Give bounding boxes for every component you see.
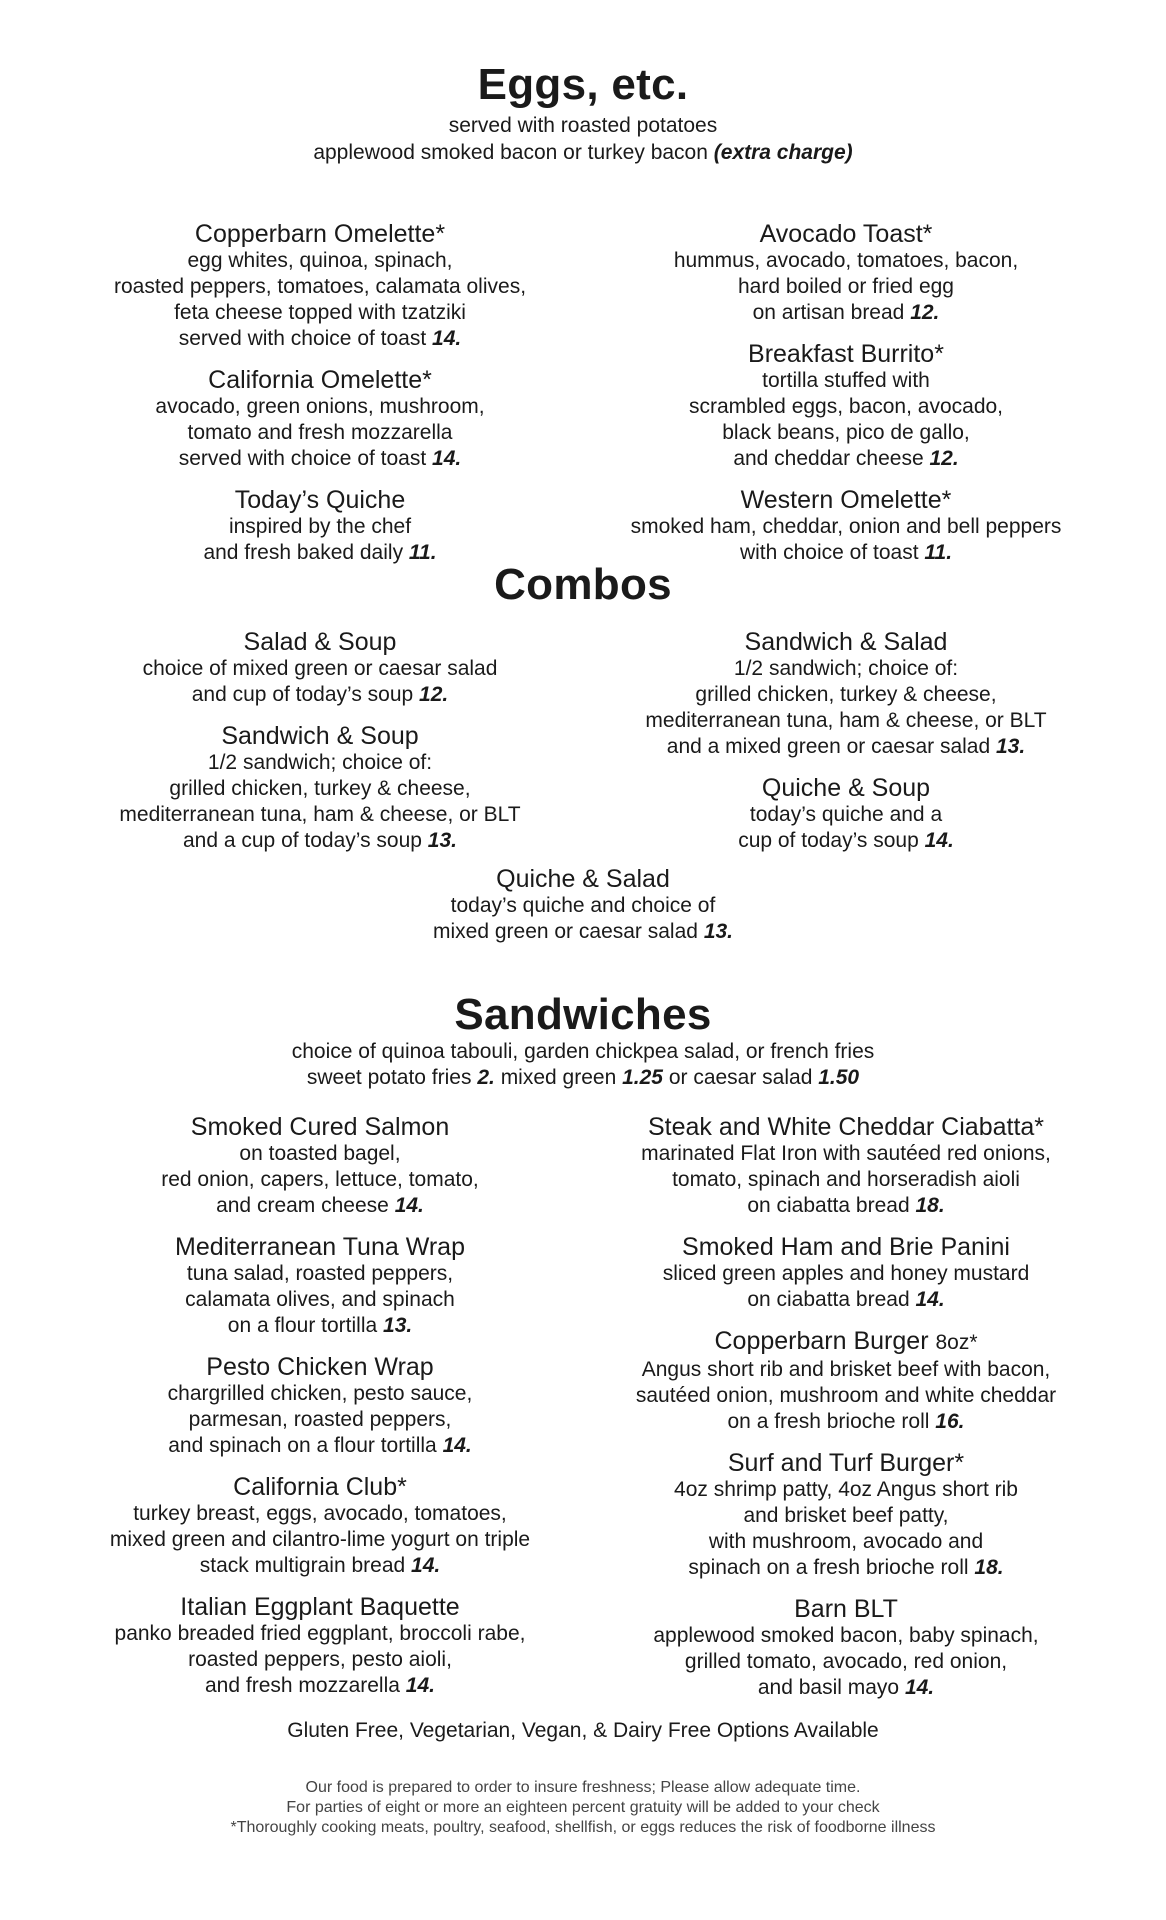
menu-item-price: 14. [924, 829, 954, 852]
menu-item-description-line [596, 1141, 1096, 1167]
menu-item-description-line [70, 802, 570, 828]
menu-item-name-text: Copperbarn Burger [714, 1327, 929, 1355]
menu-item-name-text: Quiche & Soup [761, 774, 931, 802]
side-sweet-potato-fries: sweet potato fries [306, 1066, 472, 1089]
menu-item-description-line [596, 1623, 1096, 1649]
menu-item-description-text: grilled tomato, avocado, red onion, [684, 1650, 1008, 1673]
menu-item-price: 14. [394, 1194, 424, 1217]
menu-item-price: 14. [432, 327, 462, 350]
menu-item-price: 18. [974, 1556, 1004, 1579]
side-caesar-salad: or caesar salad [668, 1066, 813, 1089]
menu-item-description-line [70, 1527, 570, 1553]
menu-item-description-text: hard boiled or fried egg [738, 275, 954, 298]
menu-item-description-line [333, 919, 833, 945]
menu-item-description-line [596, 682, 1096, 708]
menu-item-description-text: red onion, capers, lettuce, tomato, [161, 1168, 479, 1191]
menu-item-description-text: egg whites, quinoa, spinach, [187, 249, 453, 272]
menu-item-description-text: sautéed onion, mushroom and white cheddar [635, 1384, 1057, 1407]
menu-item-description-line [70, 1553, 570, 1579]
sandwiches-subtitle-2 [0, 1064, 1166, 1091]
menu-item-name [596, 1233, 1096, 1261]
eggs-left-column [70, 220, 570, 580]
menu-item [70, 722, 570, 854]
menu-item [596, 486, 1096, 566]
menu-item-price: 14. [405, 1674, 435, 1697]
menu-item [596, 220, 1096, 326]
menu-item-name-text: Copperbarn Omelette* [194, 220, 446, 248]
footer-note: *Thoroughly cooking meats, poultry, seafood, shellfish, or eggs reduces the risk of foodborne illness [230, 1819, 936, 1836]
menu-item-name [596, 1327, 1096, 1357]
menu-item-name-text: Salad & Soup [243, 628, 397, 656]
menu-item-description-line [596, 514, 1096, 540]
menu-item-description-line [596, 734, 1096, 760]
menu-item-description-line [70, 750, 570, 776]
menu-item-description-text: roasted peppers, pesto aioli, [188, 1648, 452, 1671]
side-price: 1.50 [818, 1066, 860, 1089]
menu-item-description-line [70, 1193, 570, 1219]
menu-item-description-line [596, 1383, 1096, 1409]
menu-item-description-text: tomato and fresh mozzarella [187, 421, 453, 444]
menu-item-description-text: tortilla stuffed with [762, 369, 930, 392]
menu-item-description-line [70, 1313, 570, 1339]
menu-item-name [70, 1473, 570, 1501]
menu-item-name-text: Smoked Ham and Brie Panini [682, 1233, 1010, 1261]
menu-item-description-text: with choice of toast [739, 541, 919, 564]
menu-item-name-text: California Club* [233, 1473, 407, 1501]
menu-item-description-line [596, 248, 1096, 274]
menu-item [70, 1593, 570, 1699]
menu-item-description-line [70, 446, 570, 472]
combos-left-column [70, 628, 570, 868]
menu-item-name [333, 865, 833, 893]
menu-item-price: 14. [432, 447, 462, 470]
menu-item-description-line [596, 368, 1096, 394]
menu-item-description-text: and fresh mozzarella [205, 1674, 400, 1697]
menu-item-description-text: and brisket beef patty, [743, 1504, 949, 1527]
menu-item-description-line [70, 682, 570, 708]
menu-item-price: 12. [910, 301, 940, 324]
menu-item-description-text: on a flour tortilla [227, 1314, 378, 1337]
menu-item-name [70, 1593, 570, 1621]
menu-item-description-text: roasted peppers, tomatoes, calamata olives, [113, 275, 527, 298]
sandwiches-left-column [70, 1113, 570, 1713]
menu-item-description-text: chargrilled chicken, pesto sauce, [167, 1382, 473, 1405]
menu-item-name [596, 220, 1096, 248]
menu-item-description-text: black beans, pico de gallo, [722, 421, 970, 444]
menu-item-description-line [70, 300, 570, 326]
menu-item-description-line [596, 446, 1096, 472]
menu-item-name-text: California Omelette* [208, 366, 432, 394]
menu-item [70, 366, 570, 472]
menu-item-description-line [596, 1477, 1096, 1503]
menu-item [596, 774, 1096, 854]
extra-charge-note: (extra charge) [713, 141, 853, 164]
side-mixed-green: mixed green [500, 1066, 617, 1089]
sandwiches-subtitle-1: choice of quinoa tabouli, garden chickpea salad, or french fries [291, 1040, 875, 1063]
menu-item-price: 14. [442, 1434, 472, 1457]
menu-item-description-text: feta cheese topped with tzatziki [174, 301, 466, 324]
menu-item-description-line [596, 1529, 1096, 1555]
menu-item-name-text: Smoked Cured Salmon [190, 1113, 450, 1141]
menu-item-description-text: on ciabatta bread [747, 1194, 910, 1217]
menu-item-description-text: grilled chicken, turkey & cheese, [169, 777, 471, 800]
menu-item [596, 1233, 1096, 1313]
menu-item-description-line [333, 893, 833, 919]
menu-item-description-line [596, 1409, 1096, 1435]
menu-item-description-line [596, 828, 1096, 854]
menu-item-description-text: and a mixed green or caesar salad [666, 735, 991, 758]
menu-item-name-text: Italian Eggplant Baquette [180, 1593, 460, 1621]
eggs-section-title: Eggs, etc. [477, 60, 689, 109]
menu-item-description-text: parmesan, roasted peppers, [188, 1408, 452, 1431]
menu-item-description-text: and a cup of today’s soup [182, 829, 422, 852]
menu-item-description-line [70, 1287, 570, 1313]
menu-item-description-line [596, 708, 1096, 734]
menu-item-name [70, 628, 570, 656]
menu-item-name [596, 1595, 1096, 1623]
menu-item-description-line [70, 828, 570, 854]
menu-item-description-line [70, 1141, 570, 1167]
menu-item-description-line [596, 1261, 1096, 1287]
eggs-subtitle-2-text: applewood smoked bacon or turkey bacon [313, 141, 708, 164]
menu-item-price: 11. [924, 541, 953, 564]
menu-item-description-text: spinach on a fresh brioche roll [688, 1556, 969, 1579]
menu-item-description-text: today’s quiche and choice of [450, 894, 716, 917]
menu-item-description-line [70, 326, 570, 352]
menu-item-description-line [70, 420, 570, 446]
menu-item-description-line [596, 274, 1096, 300]
eggs-right-column [596, 220, 1096, 580]
menu-item-description-text: on a fresh brioche roll [727, 1410, 930, 1433]
menu-item-price: 13. [427, 829, 457, 852]
menu-item-price: 16. [935, 1410, 965, 1433]
menu-item-description-line [70, 1167, 570, 1193]
combos-section-title: Combos [494, 560, 672, 609]
menu-item-name [596, 774, 1096, 802]
menu-item-size: 8oz* [935, 1331, 978, 1354]
menu-item-name-text: Barn BLT [794, 1595, 898, 1623]
menu-item-description-text: panko breaded fried eggplant, broccoli rabe, [114, 1622, 526, 1645]
menu-item-name [596, 628, 1096, 656]
menu-item-name [596, 340, 1096, 368]
dietary-options-note: Gluten Free, Vegetarian, Vegan, & Dairy Free Options Available [287, 1719, 879, 1742]
menu-item-description-text: and cream cheese [216, 1194, 389, 1217]
menu-item-description-text: mediterranean tuna, ham & cheese, or BLT [119, 803, 521, 826]
menu-item-description-text: on artisan bread [752, 301, 905, 324]
menu-item-name [596, 1449, 1096, 1477]
menu-item [333, 865, 833, 945]
menu-item-description-line [70, 776, 570, 802]
menu-item-description-text: smoked ham, cheddar, onion and bell peppers [630, 515, 1062, 538]
menu-item-description-line [596, 1503, 1096, 1529]
combos-right-column [596, 628, 1096, 868]
menu-item-description-text: and fresh baked daily [203, 541, 404, 564]
menu-item-description-line [70, 1433, 570, 1459]
menu-item-description-line [596, 394, 1096, 420]
menu-item-name [70, 1353, 570, 1381]
menu-item-name [70, 1233, 570, 1261]
menu-item-price: 11. [408, 541, 437, 564]
menu-item-description-text: with mushroom, avocado and [708, 1530, 984, 1553]
menu-item-name-text: Mediterranean Tuna Wrap [175, 1233, 465, 1261]
menu-item-description-text: applewood smoked bacon, baby spinach, [653, 1624, 1039, 1647]
menu-item-price: 12. [419, 683, 449, 706]
combos-center-column [333, 865, 833, 959]
menu-item [596, 1449, 1096, 1581]
eggs-subtitle-1: served with roasted potatoes [448, 114, 718, 137]
menu-item [70, 1113, 570, 1219]
menu-item-description-line [596, 420, 1096, 446]
menu-item-description-text: Angus short rib and brisket beef with bacon, [641, 1358, 1051, 1381]
menu-item-description-text: on toasted bagel, [239, 1142, 401, 1165]
menu-item-name-text: Quiche & Salad [496, 865, 670, 893]
menu-item-name-text: Sandwich & Soup [221, 722, 419, 750]
menu-item-description-text: cup of today’s soup [738, 829, 919, 852]
menu-item-name-text: Today’s Quiche [234, 486, 406, 514]
menu-item-description-text: calamata olives, and spinach [185, 1288, 455, 1311]
menu-item-description-text: tomato, spinach and horseradish aioli [672, 1168, 1020, 1191]
footer-note: Our food is prepared to order to insure freshness; Please allow adequate time. [305, 1779, 861, 1796]
menu-item-name-text: Surf and Turf Burger* [727, 1449, 965, 1477]
menu-item [70, 628, 570, 708]
menu-item-description-line [70, 1647, 570, 1673]
menu-item-description-text: on ciabatta bread [747, 1288, 910, 1311]
menu-item-price: 14. [411, 1554, 441, 1577]
menu-item-description-line [70, 514, 570, 540]
side-price: 1.25 [622, 1066, 663, 1089]
menu-item-description-line [70, 1381, 570, 1407]
menu-item-description-line [596, 656, 1096, 682]
menu-item-description-text: avocado, green onions, mushroom, [155, 395, 485, 418]
menu-item-description-text: scrambled eggs, bacon, avocado, [688, 395, 1004, 418]
menu-item-description-text: and spinach on a flour tortilla [168, 1434, 437, 1457]
menu-item [70, 486, 570, 566]
menu-item-description-text: and basil mayo [757, 1676, 900, 1699]
menu-item-name [70, 366, 570, 394]
menu-item-name [70, 220, 570, 248]
menu-item [596, 1113, 1096, 1219]
menu-item-description-line [70, 1407, 570, 1433]
menu-item [596, 1327, 1096, 1435]
menu-item-description-text: marinated Flat Iron with sautéed red onions, [641, 1142, 1051, 1165]
menu-item-description-line [596, 1287, 1096, 1313]
menu-item-price: 14. [915, 1288, 945, 1311]
menu-item-description-line [596, 1193, 1096, 1219]
menu-item-name-text: Steak and White Cheddar Ciabatta* [647, 1113, 1045, 1141]
menu-item-description-text: 1/2 sandwich; choice of: [207, 751, 433, 774]
menu-item-name [596, 1113, 1096, 1141]
menu-item-description-text: tuna salad, roasted peppers, [186, 1262, 454, 1285]
menu-item-price: 13. [383, 1314, 413, 1337]
menu-item-price: 14. [904, 1676, 935, 1699]
menu-item-name [70, 1113, 570, 1141]
menu-item [596, 628, 1096, 760]
menu-item-description-text: and cheddar cheese [733, 447, 924, 470]
menu-item-description-line [596, 1167, 1096, 1193]
menu-item [70, 1353, 570, 1459]
menu-item-name-text: Pesto Chicken Wrap [206, 1353, 434, 1381]
menu-item-description-text: 4oz shrimp patty, 4oz Angus short rib [674, 1478, 1018, 1501]
menu-item-price: 13. [703, 920, 734, 943]
menu-item-description-line [596, 300, 1096, 326]
menu-item-description-text: mixed green or caesar salad [432, 920, 698, 943]
menu-item-description-text: turkey breast, eggs, avocado, tomatoes, [133, 1502, 507, 1525]
menu-item-description-line [70, 1673, 570, 1699]
menu-item-description-text: served with choice of toast [178, 327, 427, 350]
menu-item-description-line [596, 1555, 1096, 1581]
menu-item-name [596, 486, 1096, 514]
menu-item-price: 18. [915, 1194, 945, 1217]
menu-item-description-line [70, 656, 570, 682]
menu-item-name-text: Breakfast Burrito* [748, 340, 944, 368]
menu-item-description-text: today’s quiche and a [749, 803, 943, 826]
menu-item-description-line [596, 1357, 1096, 1383]
menu-item-description-text: stack multigrain bread [199, 1554, 406, 1577]
menu-item-description-line [596, 1675, 1096, 1701]
menu-item-description-line [596, 802, 1096, 828]
menu-item-description-text: choice of mixed green or caesar salad [142, 657, 498, 680]
menu-item-description-line [70, 1501, 570, 1527]
menu-item [70, 1473, 570, 1579]
menu-item-description-text: sliced green apples and honey mustard [662, 1262, 1030, 1285]
menu-item-description-line [70, 248, 570, 274]
menu-item [596, 340, 1096, 472]
sandwiches-section-title: Sandwiches [454, 990, 712, 1039]
side-price: 2. [477, 1066, 495, 1089]
menu-item-name-text: Avocado Toast* [759, 220, 933, 248]
menu-item-name [70, 722, 570, 750]
menu-item-description-line [70, 1261, 570, 1287]
menu-item-description-text: mixed green and cilantro-lime yogurt on triple [109, 1528, 531, 1551]
menu-item-description-text: mediterranean tuna, ham & cheese, or BLT [645, 709, 1047, 732]
menu-item-description-line [70, 1621, 570, 1647]
menu-item-name [70, 486, 570, 514]
menu-item-description-text: and cup of today’s soup [191, 683, 414, 706]
menu-item-description-line [70, 274, 570, 300]
menu-item-description-text: inspired by the chef [228, 515, 412, 538]
menu-item-description-line [70, 394, 570, 420]
menu-item [70, 220, 570, 352]
footer-note: For parties of eight or more an eighteen percent gratuity will be added to your check [286, 1799, 880, 1816]
footer-notes [0, 1778, 1166, 1838]
menu-item [70, 1233, 570, 1339]
menu-item-description-text: 1/2 sandwich; choice of: [733, 657, 959, 680]
menu-item-description-text: grilled chicken, turkey & cheese, [695, 683, 997, 706]
menu-item-description-text: served with choice of toast [178, 447, 427, 470]
menu-item-price: 12. [929, 447, 959, 470]
menu-item-name-text: Sandwich & Salad [744, 628, 948, 656]
menu-item-description-text: hummus, avocado, tomatoes, bacon, [673, 249, 1019, 272]
menu-item-price: 13. [996, 735, 1026, 758]
menu-item-description-line [596, 1649, 1096, 1675]
eggs-subtitle-2 [0, 139, 1166, 166]
menu-item-name-text: Western Omelette* [740, 486, 952, 514]
sandwiches-right-column [596, 1113, 1096, 1715]
menu-item [596, 1595, 1096, 1701]
